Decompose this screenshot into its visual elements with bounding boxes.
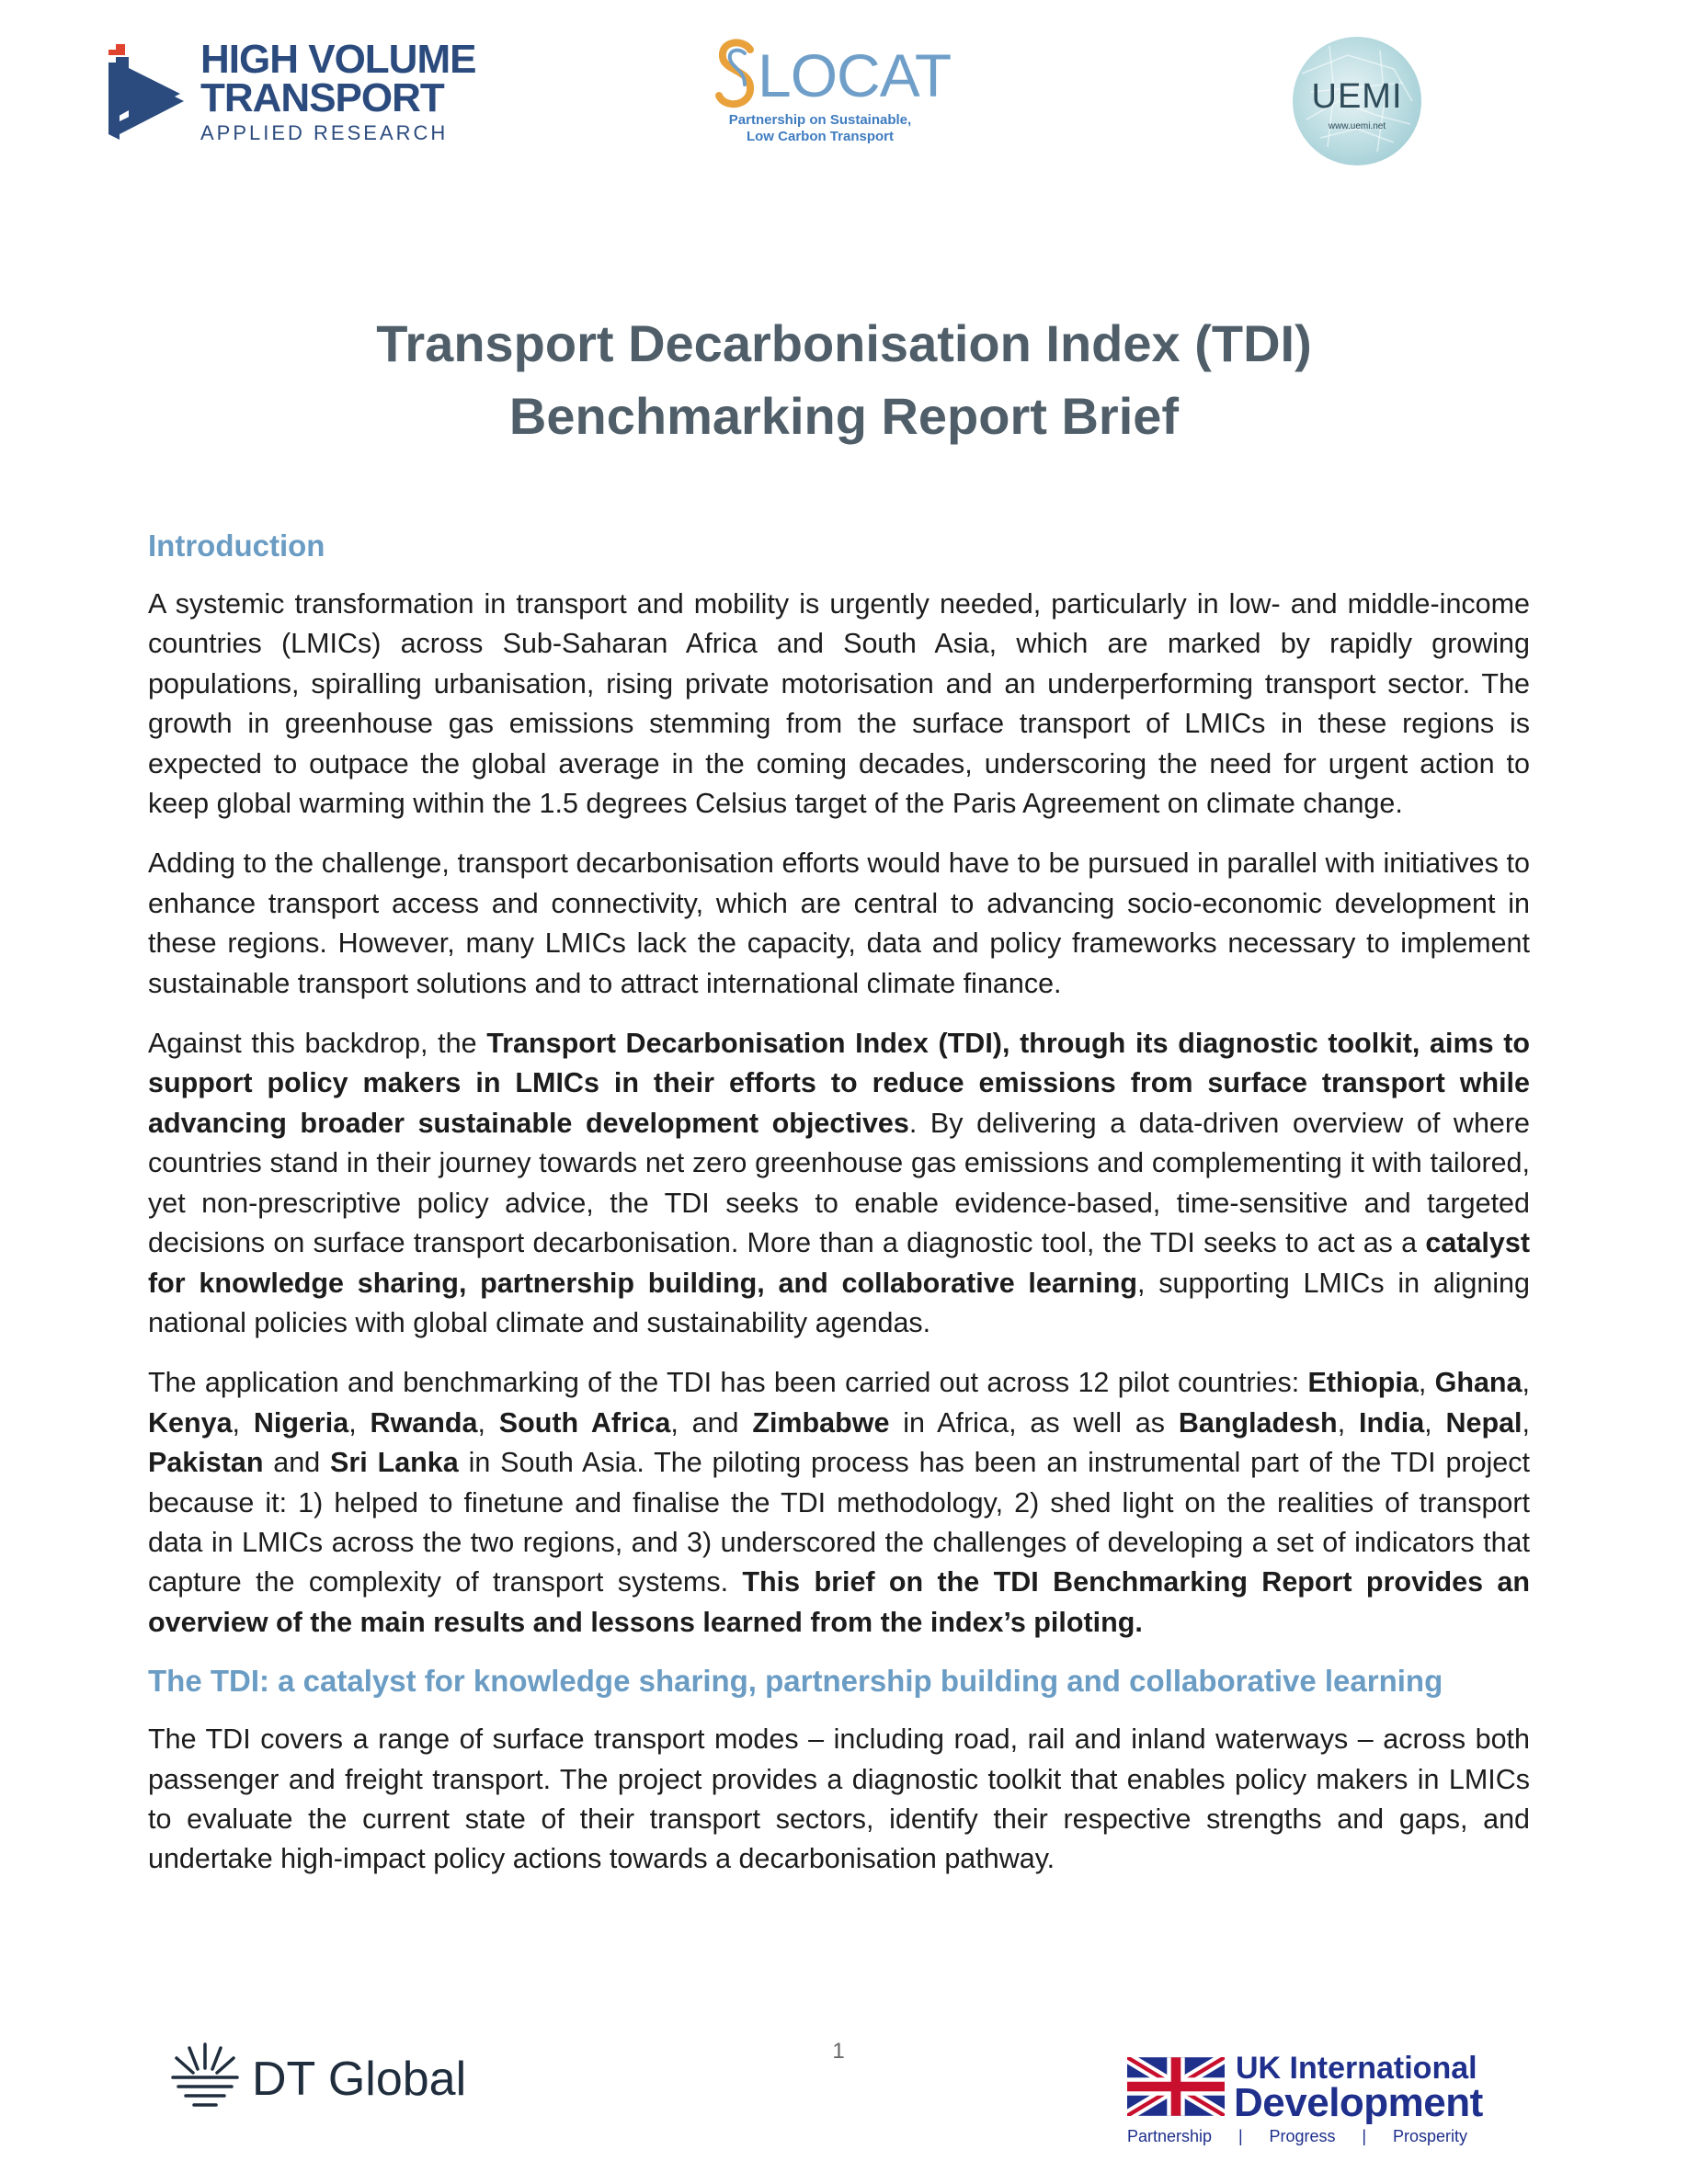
country-nepal: Nepal xyxy=(1445,1406,1523,1439)
paragraph-4-sep-8: , xyxy=(1337,1406,1359,1439)
paragraph-3-bold-1: Transport Decarbonisation Index (TDI), through its diagnostic toolkit, aims to support policy makers in LMICs in their efforts to reduce emissions from surface transport while advancing broader sustainable development objectives xyxy=(148,1028,1530,1139)
paragraph-3-text-1: Against this backdrop, the xyxy=(148,1028,487,1060)
document-body xyxy=(148,526,1530,1900)
uk-international-development-logo xyxy=(1127,2052,1513,2153)
uemi-logo-url: www.uemi.net xyxy=(1328,121,1386,131)
intro-heading: Introduction xyxy=(148,529,325,563)
page-title-line2: Benchmarking Report Brief xyxy=(508,387,1180,445)
paragraph-4-sep-7: in Africa, as well as xyxy=(889,1406,1179,1439)
paragraph-4-sep-5: , xyxy=(477,1406,499,1439)
country-rwanda: Rwanda xyxy=(370,1406,478,1439)
paragraph-3 xyxy=(148,1024,1530,1343)
country-india: India xyxy=(1358,1406,1425,1439)
slocat-wordmark-text: LOCAT xyxy=(758,41,952,109)
uk-logo-line2: Development xyxy=(1234,2080,1483,2125)
section-2-heading: The TDI: a catalyst for knowledge sharing, partnership building and collaborative learning xyxy=(148,1664,1443,1699)
dt-global-logo-text: DT Global xyxy=(252,2053,467,2106)
paragraph-4-bold-1: This brief on the TDI Benchmarking Report provides an overview of the main results and lessons learned from the index’s piloting. xyxy=(148,1566,1530,1638)
page-title-line1: Transport Decarbonisation Index (TDI) xyxy=(376,314,1312,372)
paragraph-4-sep-4: , xyxy=(348,1406,371,1439)
hvt-logo-line2: TRANSPORT xyxy=(200,75,444,120)
country-zimbabwe: Zimbabwe xyxy=(752,1406,890,1439)
country-ethiopia: Ethiopia xyxy=(1307,1367,1419,1399)
uk-tagline-partnership: Partnership xyxy=(1127,2127,1213,2145)
slocat-tagline-1: Partnership on Sustainable, xyxy=(728,112,912,128)
paragraph-3-text-3: , supporting LMICs in aligning national policies with global climate and sustainability agendas. xyxy=(148,1267,1530,1338)
uk-tagline-progress: Progress xyxy=(1269,2127,1336,2145)
hvt-logo-line3: APPLIED RESEARCH xyxy=(200,121,449,144)
paragraph-1: A systemic transformation in transport and mobility is urgently needed, particularly in low- and middle-income countries (LMICs) across Sub-Saharan Africa and South Asia, which are marked by rapidly growing populations, spiralling urbanisation, rising private motorisation and an underperforming transport sector. The growth in greenhouse gas emissions stemming from the surface transport of LMICs in these regions is expected to outpace the global average in the coming decades, underscoring the need for urgent action to keep global warming within the 1.5 degrees Celsius target of the Paris Agreement on climate change. xyxy=(148,588,1530,820)
country-nigeria: Nigeria xyxy=(253,1406,349,1439)
slocat-s-icon xyxy=(713,37,759,110)
hvt-logo-line1: HIGH VOLUME xyxy=(200,37,476,82)
paragraph-4-text-2: in South Asia. The piloting process has been an instrumental part of the TDI project because it: 1) helped to finetune and finalise the TDI methodology, 2) shed light on the realities of transport data in LMICs across the two regions, and 3) underscored the challenges of developing a set of indicators that capture the complexity of transport systems. xyxy=(148,1447,1530,1598)
uk-tagline-prosperity: Prosperity xyxy=(1392,2127,1467,2145)
country-kenya: Kenya xyxy=(148,1406,233,1439)
hvt-logo-text xyxy=(200,37,476,145)
hvt-logo xyxy=(108,37,495,144)
country-ghana: Ghana xyxy=(1434,1367,1523,1399)
paragraph-4-text-1: The application and benchmarking of the TDI has been carried out across 12 pilot countries: xyxy=(148,1367,1308,1399)
slocat-logo xyxy=(710,37,952,156)
hvt-logo-mark xyxy=(108,44,191,140)
paragraph-4-sep-11: and xyxy=(263,1447,331,1479)
union-jack-icon xyxy=(1127,2057,1225,2116)
paragraph-4-sep-10: , xyxy=(1522,1406,1530,1439)
paragraph-4-sep-6: , and xyxy=(670,1406,753,1439)
paragraph-4-sep-2: , xyxy=(1522,1367,1531,1399)
uk-logo-tagline xyxy=(1127,2127,1467,2146)
page-number: 1 xyxy=(832,2039,845,2064)
uemi-logo xyxy=(1293,37,1421,165)
paragraph-4-sep-3: , xyxy=(232,1406,254,1439)
paragraph-3-text-2: . By delivering a data-driven overview of where countries stand in their journey towards net zero greenhouse gas emissions and complementing it with tailored, yet non-prescriptive policy advice, the TDI seeks to enable evidence-based, time-sensitive and targeted decisions on surface transport decarbonisation. More than a diagnostic tool, the TDI seeks to act as a xyxy=(148,1107,1530,1259)
country-pakistan: Pakistan xyxy=(148,1447,264,1479)
paragraph-3-bold-2: catalyst for knowledge sharing, partnership building, and collaborative learning xyxy=(148,1227,1530,1299)
paragraph-2: Adding to the challenge, transport decarbonisation efforts would have to be pursued in parallel with initiatives to enhance transport access and connectivity, which are central to advancing socio-economic development in these regions. However, many LMICs lack the capacity, data and policy frameworks necessary to implement sustainable transport solutions and to attract international climate finance. xyxy=(148,847,1530,999)
page-title xyxy=(0,307,1688,452)
uk-tagline-separator-1: | xyxy=(1237,2127,1243,2145)
uk-tagline-separator-2: | xyxy=(1362,2127,1367,2145)
country-bangladesh: Bangladesh xyxy=(1178,1406,1338,1439)
paragraph-4 xyxy=(148,1363,1530,1643)
paragraph-5: The TDI covers a range of surface transport modes – including road, rail and inland waterways – across both passenger and freight transport. The project provides a diagnostic toolkit that enables policy makers in LMICs to evaluate the current state of their transport sectors, identify their respective strengths and gaps, and undertake high-impact policy actions towards a decarbonisation pathway. xyxy=(148,1723,1530,1875)
paragraph-4-sep-9: , xyxy=(1424,1406,1446,1439)
country-sri-lanka: Sri Lanka xyxy=(330,1447,459,1479)
country-south-africa: South Africa xyxy=(498,1406,671,1439)
dt-global-logo xyxy=(169,2041,482,2114)
paragraph-4-sep-1: , xyxy=(1418,1367,1435,1399)
slocat-wordmark xyxy=(710,37,952,112)
dt-global-sunburst-icon xyxy=(169,2041,241,2114)
uk-logo-line1: UK International xyxy=(1236,2051,1477,2086)
uemi-logo-text: UEMI xyxy=(1311,77,1403,116)
slocat-tagline-2: Low Carbon Transport xyxy=(746,129,894,144)
